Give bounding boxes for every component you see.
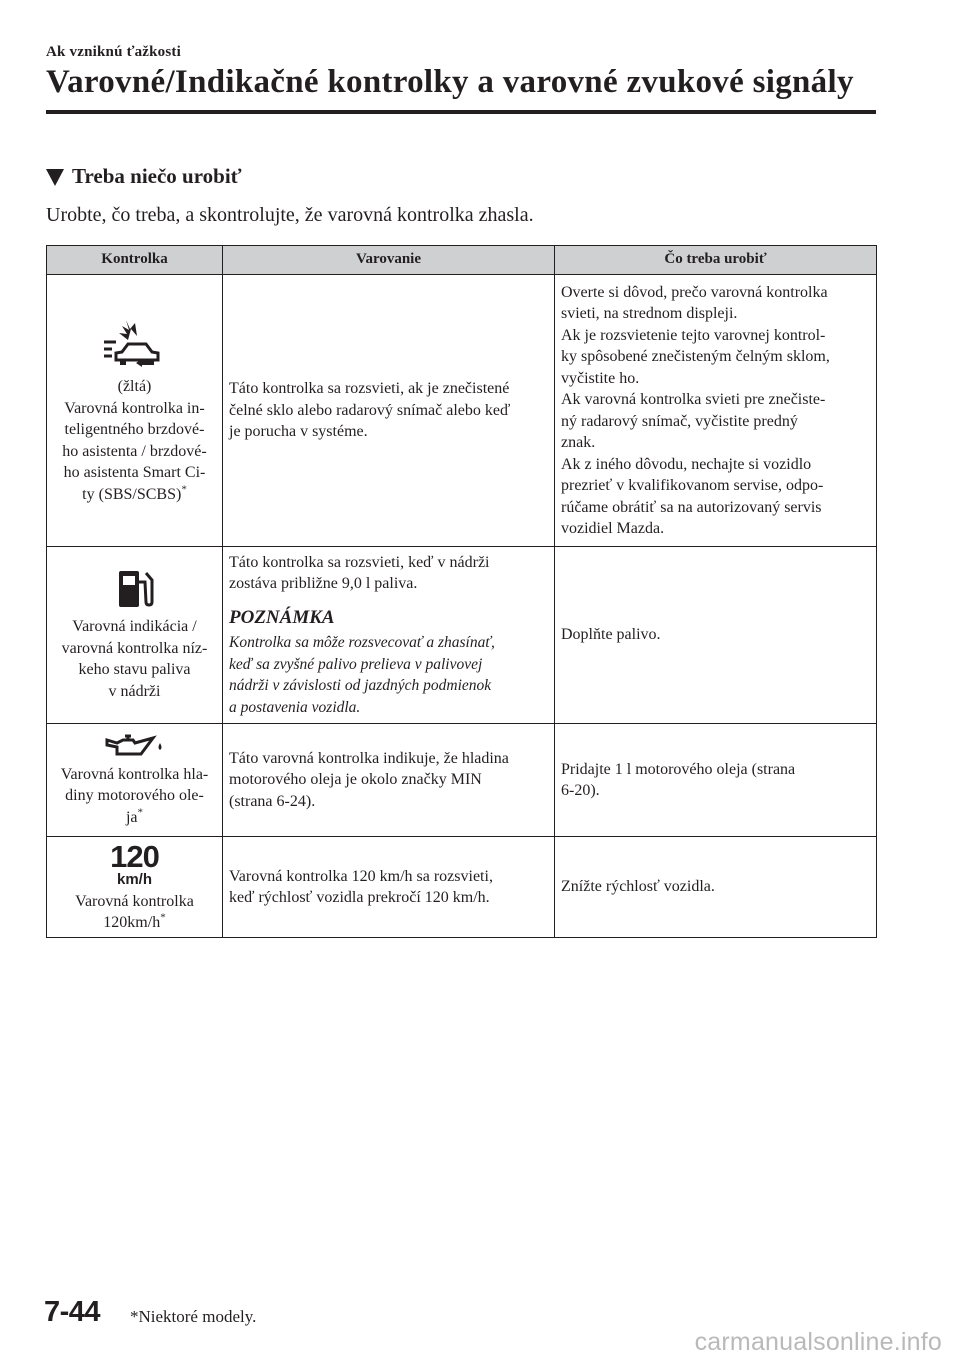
note-title: POZNÁMKA [229,606,335,628]
page-number: 7-44 [44,1296,101,1328]
warning-cell: Táto kontrolka sa rozsvieti, keď v nádrži zostáva približne 9,0 l paliva. POZNÁMKA Kontrolka sa môže rozsvecovať a zhasínať, keď sa zvyšné palivo prelieva v palivovej nádrži v závislosti od jazdných podmienok a postavenia vozidla. [223,547,555,724]
footnote-mark: * [160,911,166,924]
action-cell: Doplňte palivo. [555,547,877,724]
sbs-brake-assist-icon [102,316,168,370]
speed-120-icon: 120 km/h [110,838,159,888]
warning-cell: Táto kontrolka sa rozsvieti, ak je znečistené čelné sklo alebo radarový snímač alebo keď je porucha v systéme. [223,275,555,547]
warning-cell: Varovná kontrolka 120 km/h sa rozsvieti, keď rýchlosť vozidla prekročí 120 km/h. [223,837,555,938]
action-cell: Overte si dôvod, prečo varovná kontrolka svieti, na strednom displeji. Ak je rozsvietenie tejto varovnej kontrol- ky spôsobené znečisteným čelným sklom, vyčistite ho. Ak varovná kontrolka svieti pre znečiste- ný radarový snímač, vyčistite predný znak. Ak z iného dôvodu, nechajte si vozidlo prezrieť v kvalifikovanom servise, odpo- rúčame obrátiť sa na autorizovaný servis vozidiel Mazda. [555,275,877,547]
subheading [46,164,242,189]
light-color-note: (žltá) [117,378,152,395]
page-footnote: *Niektoré modely. [130,1307,257,1326]
section-label: Ak vzniknú ťažkosti [46,44,181,60]
light-name: Varovná kontrolka in- teligentného brzdové- ho asistenta / brzdové- ho asistenta Smart Ci- ty (SBS/SCBS)* [62,399,207,503]
light-name: Varovná kontrolka 120km/h* [75,892,194,931]
note-body: Kontrolka sa môže rozsvecovať a zhasínať, keď sa zvyšné palivo prelieva v palivovej nádrži v závislosti od jazdných podmienok a postavenia vozidla. [229,634,495,716]
warning-cell: Táto varovná kontrolka indikuje, že hladina motorového oleja je okolo značky MIN (strana 6-24). [223,724,555,837]
column-header-light: Kontrolka [47,246,223,275]
triangle-bullet-icon [46,169,64,186]
column-header-warning: Varovanie [223,246,555,275]
table-row [47,275,877,547]
table-row [47,724,877,837]
table-row [47,837,877,938]
table-header-row [47,246,877,275]
fuel-pump-icon [115,568,155,610]
action-cell: Pridajte 1 l motorového oleja (strana 6-20). [555,724,877,837]
light-cell [47,275,223,547]
light-name: Varovná kontrolka hla- diny motorového ole- ja* [60,765,209,826]
column-header-action: Čo treba urobiť [555,246,877,275]
light-cell [47,547,223,724]
footnote-mark: * [137,806,144,819]
title-rule [46,110,876,114]
oil-can-icon [103,732,167,758]
light-cell [47,837,223,938]
light-name: Varovná indikácia / varovná kontrolka níz- keho stavu paliva v nádrži [61,618,208,700]
intro-text: Urobte, čo treba, a skontrolujte, že varovná kontrolka zhasla. [46,204,534,226]
page-title: Varovné/Indikačné kontrolky a varovné zvukové signály [46,64,854,100]
warning-lights-table [46,245,877,938]
watermark: carmanualsonline.info [694,1328,942,1356]
light-cell [47,724,223,837]
table-row [47,547,877,724]
subheading-text: Treba niečo urobiť [72,164,242,188]
action-cell: Znížte rýchlosť vozidla. [555,837,877,938]
footnote-mark: * [181,483,187,496]
